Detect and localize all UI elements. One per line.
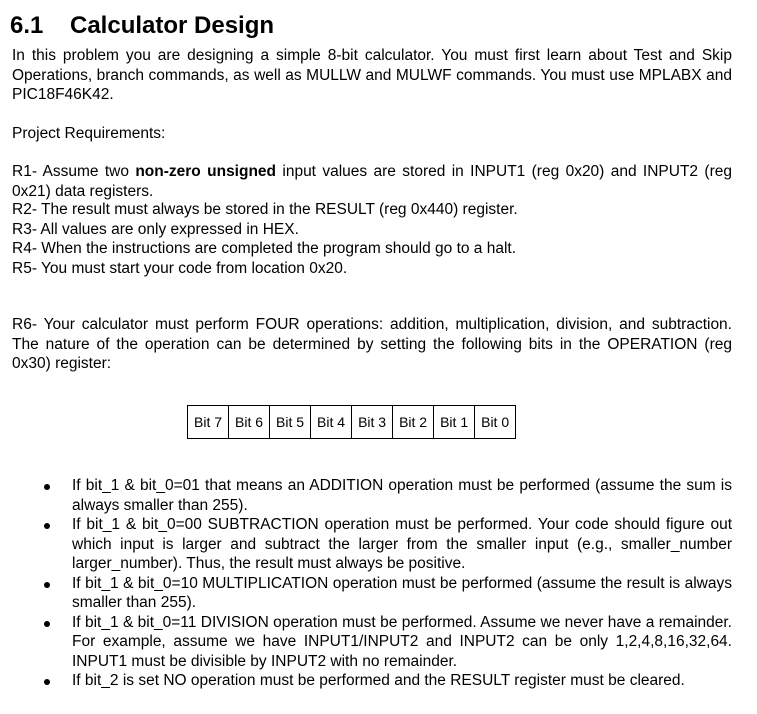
bit-cell: Bit 1 — [434, 406, 475, 439]
bits-row — [188, 406, 516, 439]
bit-cell: Bit 2 — [393, 406, 434, 439]
bullet-addition: If bit_1 & bit_0=01 that means an ADDITION operation must be performed (assume the sum is always smaller than 255). — [40, 476, 732, 515]
requirement-r1 — [12, 162, 732, 201]
bit-cell: Bit 3 — [352, 406, 393, 439]
r1-prefix: R1- Assume two — [12, 163, 136, 180]
bit-cell: Bit 0 — [475, 406, 516, 439]
bit-cell: Bit 4 — [311, 406, 352, 439]
intro-paragraph: In this problem you are designing a simple 8-bit calculator. You must first learn about Test and Skip Operations, branch commands, as well as MULLW and MULWF commands. You must use MPLABX and PIC18F46K42. — [12, 47, 732, 103]
bit-cell: Bit 5 — [270, 406, 311, 439]
section-number: 6.1 — [10, 12, 44, 39]
bit-cell: Bit 7 — [188, 406, 229, 439]
bullet-subtraction: If bit_1 & bit_0=00 SUBTRACTION operation must be performed. Your code should figure out which input is larger and subtract the larger from the smaller input (e.g., smaller_number larger_number). Thus, the result must always be positive. — [40, 515, 732, 574]
requirement-r4: R4- When the instructions are completed the program should go to a halt. — [12, 240, 517, 257]
section-title: Calculator Design — [70, 12, 275, 39]
requirements-heading: Project Requirements: — [12, 125, 166, 142]
section-heading — [10, 12, 274, 40]
operation-register-bits-table — [187, 405, 516, 439]
r1-suffix: input values are stored in INPUT1 (reg 0x20) and INPUT2 (reg 0x21) data registers. — [12, 163, 732, 200]
requirement-r6: R6- Your calculator must perform FOUR operations: addition, multiplication, division, and subtraction. The nature of the operation can be determined by setting the following bits in the OPERATION (reg 0x30) register: — [12, 316, 732, 372]
bullet-no-operation: If bit_2 is set NO operation must be performed and the RESULT register must be cleared. — [40, 671, 732, 691]
bullet-division: If bit_1 & bit_0=11 DIVISION operation must be performed. Assume we never have a remainder. For example, assume we have INPUT1/INPUT2 and INPUT2 can be only 1,2,4,8,16,32,64. INPUT1 must be divisible by INPUT2 with no remainder. — [40, 613, 732, 672]
bit-cell: Bit 6 — [229, 406, 270, 439]
requirement-r5: R5- You must start your code from location 0x20. — [12, 259, 348, 277]
requirement-r2: R2- The result must always be stored in the RESULT (reg 0x440) register. — [12, 201, 518, 218]
requirement-r3: R3- All values are only expressed in HEX. — [12, 220, 299, 238]
bullet-multiplication: If bit_1 & bit_0=10 MULTIPLICATION operation must be performed (assume the result is always smaller than 255). — [40, 574, 732, 613]
operation-bullet-list — [40, 476, 732, 691]
r1-bold: non-zero unsigned — [135, 163, 277, 180]
